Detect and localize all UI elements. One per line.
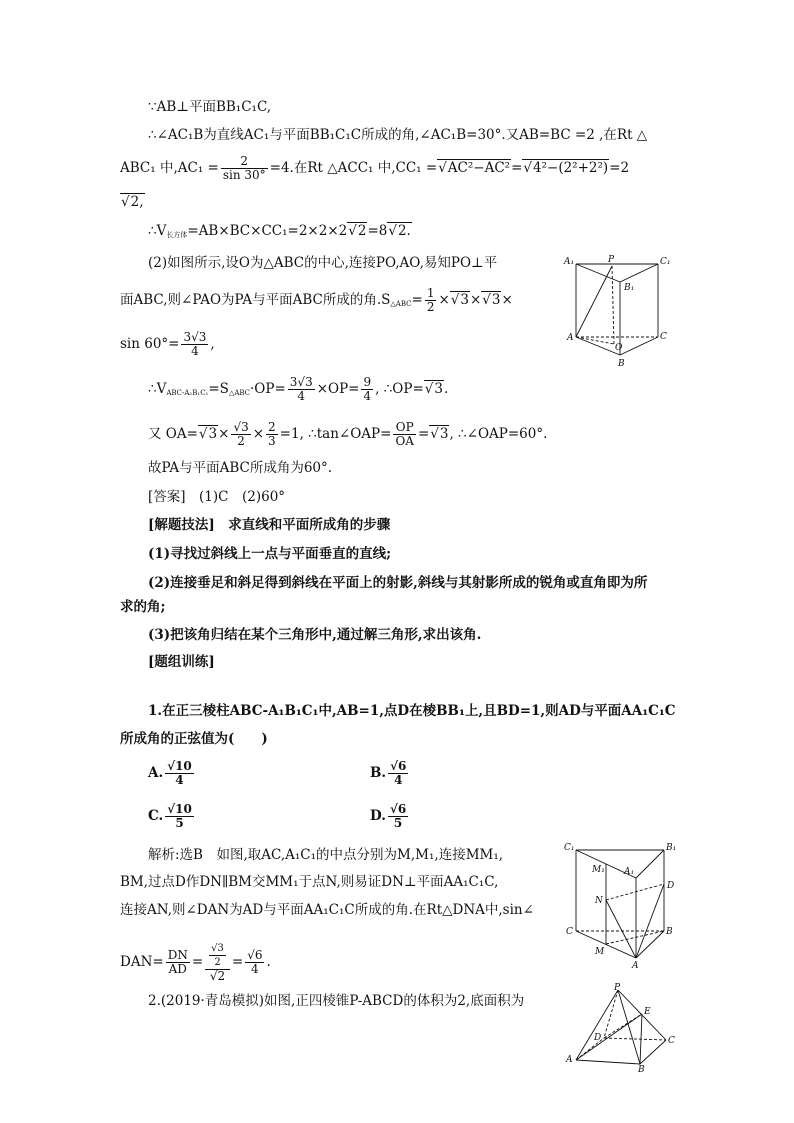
- fraction: $\frac{3√3}{4}$: [183, 330, 207, 358]
- label-c1: C₁: [564, 843, 575, 853]
- label-c: C: [668, 1036, 675, 1046]
- q1-solution-line4: DAN= $\frac{DN}{AD}$ = $\frac{\frac{√3}{2}}{√2}$ = $\frac{√6}{4}$ .: [120, 943, 271, 983]
- q1-solution-line3: 连接AN,则∠DAN为AD与平面AA₁C₁C所成的角.在Rt△DNA中,sin∠: [120, 902, 534, 918]
- answer-line: [答案] (1)C (2)60°: [148, 489, 286, 505]
- method-step2a: (2)连接垂足和斜足得到斜线在平面上的射影,斜线与其射影所成的锐角或直角即为所: [148, 575, 648, 591]
- sol2-line6: 故PA与平面ABC所成角为60°.: [148, 460, 333, 476]
- sqrt: √ 4²−(2²+2²): [522, 159, 609, 176]
- sqrt: √ 3: [424, 380, 444, 397]
- sqrt: √ 3: [198, 425, 218, 442]
- q1-solution-line1: 解析:选B 如图,取AC,A₁C₁的中点分别为M,M₁,连接MM₁,: [148, 847, 504, 863]
- sol1-line5: ∴V长方体=AB×BC×CC₁=2×2×2√ 2=8√ 2.: [148, 222, 412, 244]
- option-d: D. $\frac{√6}{5}$: [370, 802, 407, 830]
- sol2-line2: 面ABC,则∠PAO为PA与平面ABC所成的角.S△ABC= $\frac{1}{2}$ ×√ 3×√ 3×: [120, 287, 513, 314]
- fraction: $\frac{√3}{2}$: [233, 420, 249, 448]
- label-e: E: [644, 1007, 651, 1017]
- fraction: $\frac{2}{\sin 30^\circ}$: [222, 154, 266, 182]
- method-step1: (1)寻找过斜线上一点与平面垂直的直线;: [148, 546, 392, 562]
- label-a: A: [566, 1055, 573, 1065]
- fraction: $\frac{2}{3}$: [268, 420, 276, 448]
- label-c: C: [566, 927, 573, 937]
- fraction: $\frac{1}{2}$: [426, 286, 435, 314]
- fraction: $\frac{9}{4}$: [363, 375, 372, 403]
- label-m1: M₁: [592, 865, 605, 875]
- label-m: M: [595, 947, 605, 957]
- label-a1: A₁: [564, 257, 575, 267]
- q1-solution-line2: BM,过点D作DN∥BM交MM₁于点N,则易证DN⊥平面AA₁C₁C,: [120, 874, 499, 890]
- fraction: $\frac{3√3}{4}$: [289, 375, 313, 403]
- label-c: C: [660, 332, 667, 342]
- sqrt: √ 3: [429, 425, 449, 442]
- label-p: P: [614, 983, 621, 993]
- sqrt: √ 3: [450, 291, 470, 308]
- prism-figure-2: [562, 838, 684, 970]
- label-o: O: [615, 343, 623, 353]
- fraction: $\frac{OP}{OA}$: [395, 420, 414, 448]
- label-d: D: [667, 881, 675, 891]
- method-title: [解题技法] 求直线和平面所成角的步骤: [148, 517, 391, 533]
- method-step3: (3)把该角归结在某个三角形中,通过解三角形,求出该角.: [148, 627, 482, 643]
- sol1-line3: ABC₁ 中,AC₁ = $\frac{2}{\sin 30^\circ}$ =4.在Rt △ACC₁ 中,CC₁ =√ AC²−AC²=√ 4²−(2²+2²)=2: [120, 155, 629, 182]
- option-b: B. $\frac{√6}{4}$: [370, 759, 407, 787]
- sqrt: √ AC²−AC²: [437, 159, 511, 176]
- sqrt: √ 2,: [120, 193, 145, 210]
- label-a: A: [632, 961, 639, 970]
- sqrt: √ 2: [347, 222, 367, 239]
- label-b: B: [666, 927, 673, 937]
- label-b: B: [618, 359, 625, 369]
- option-a: A. $\frac{√10}{4}$: [148, 759, 192, 787]
- sol1-line4: [120, 193, 145, 211]
- sqrt: √ 3: [481, 291, 501, 308]
- sol1-line2: ∴∠AC₁B为直线AC₁与平面BB₁C₁C所成的角,∠AC₁B=30°.又AB=BC =2 ,在Rt △: [148, 127, 648, 143]
- sol2-line5: 又 OA=√ 3× $\frac{√3}{2}$ × $\frac{2}{3}$ =1, ∴tan∠OAP= $\frac{OP}{OA}$ =√ 3, ∴∠OAP=60°.: [148, 421, 547, 448]
- label-d: D: [594, 1033, 602, 1043]
- label-b1: B₁: [624, 283, 635, 293]
- question2-line1: 2.(2019·青岛模拟)如图,正四棱锥P-ABCD的体积为2,底面积为: [148, 993, 525, 1009]
- question1-line2: 所成角的正弦值为( ): [120, 731, 268, 747]
- sol2-line3: sin 60°= $\frac{3√3}{4}$ ,: [120, 330, 215, 358]
- label-b: B: [638, 1065, 645, 1072]
- sol2-line1: (2)如图所示,设O为△ABC的中心,连接PO,AO,易知PO⊥平: [148, 255, 498, 271]
- label-a: A: [567, 333, 574, 343]
- sqrt: √ 2.: [387, 222, 412, 239]
- pyramid-figure-3: [562, 982, 684, 1072]
- question1-line1: 1.在正三棱柱ABC-A₁B₁C₁中,AB=1,点D在棱BB₁上,且BD=1,则AD与平面AA₁C₁C: [148, 703, 676, 719]
- sol2-line4: ∴VABC-A₁B₁C₁=S△ABC·OP= $\frac{3√3}{4}$ ×OP= $\frac{9}{4}$ , ∴OP=√ 3.: [148, 376, 448, 403]
- method-step2b: 求的角;: [120, 599, 166, 615]
- label-c1: C₁: [660, 257, 671, 267]
- practice-title: [题组训练]: [148, 654, 215, 670]
- label-p: P: [608, 255, 615, 265]
- sol1-line1: ∵AB⊥平面BB₁C₁C,: [148, 99, 272, 115]
- prism-figure-1: [562, 252, 672, 372]
- label-a1: A₁: [624, 867, 635, 877]
- option-c: C. $\frac{√10}{5}$: [148, 802, 192, 830]
- label-n: N: [595, 896, 603, 906]
- label-b1: B₁: [666, 843, 677, 853]
